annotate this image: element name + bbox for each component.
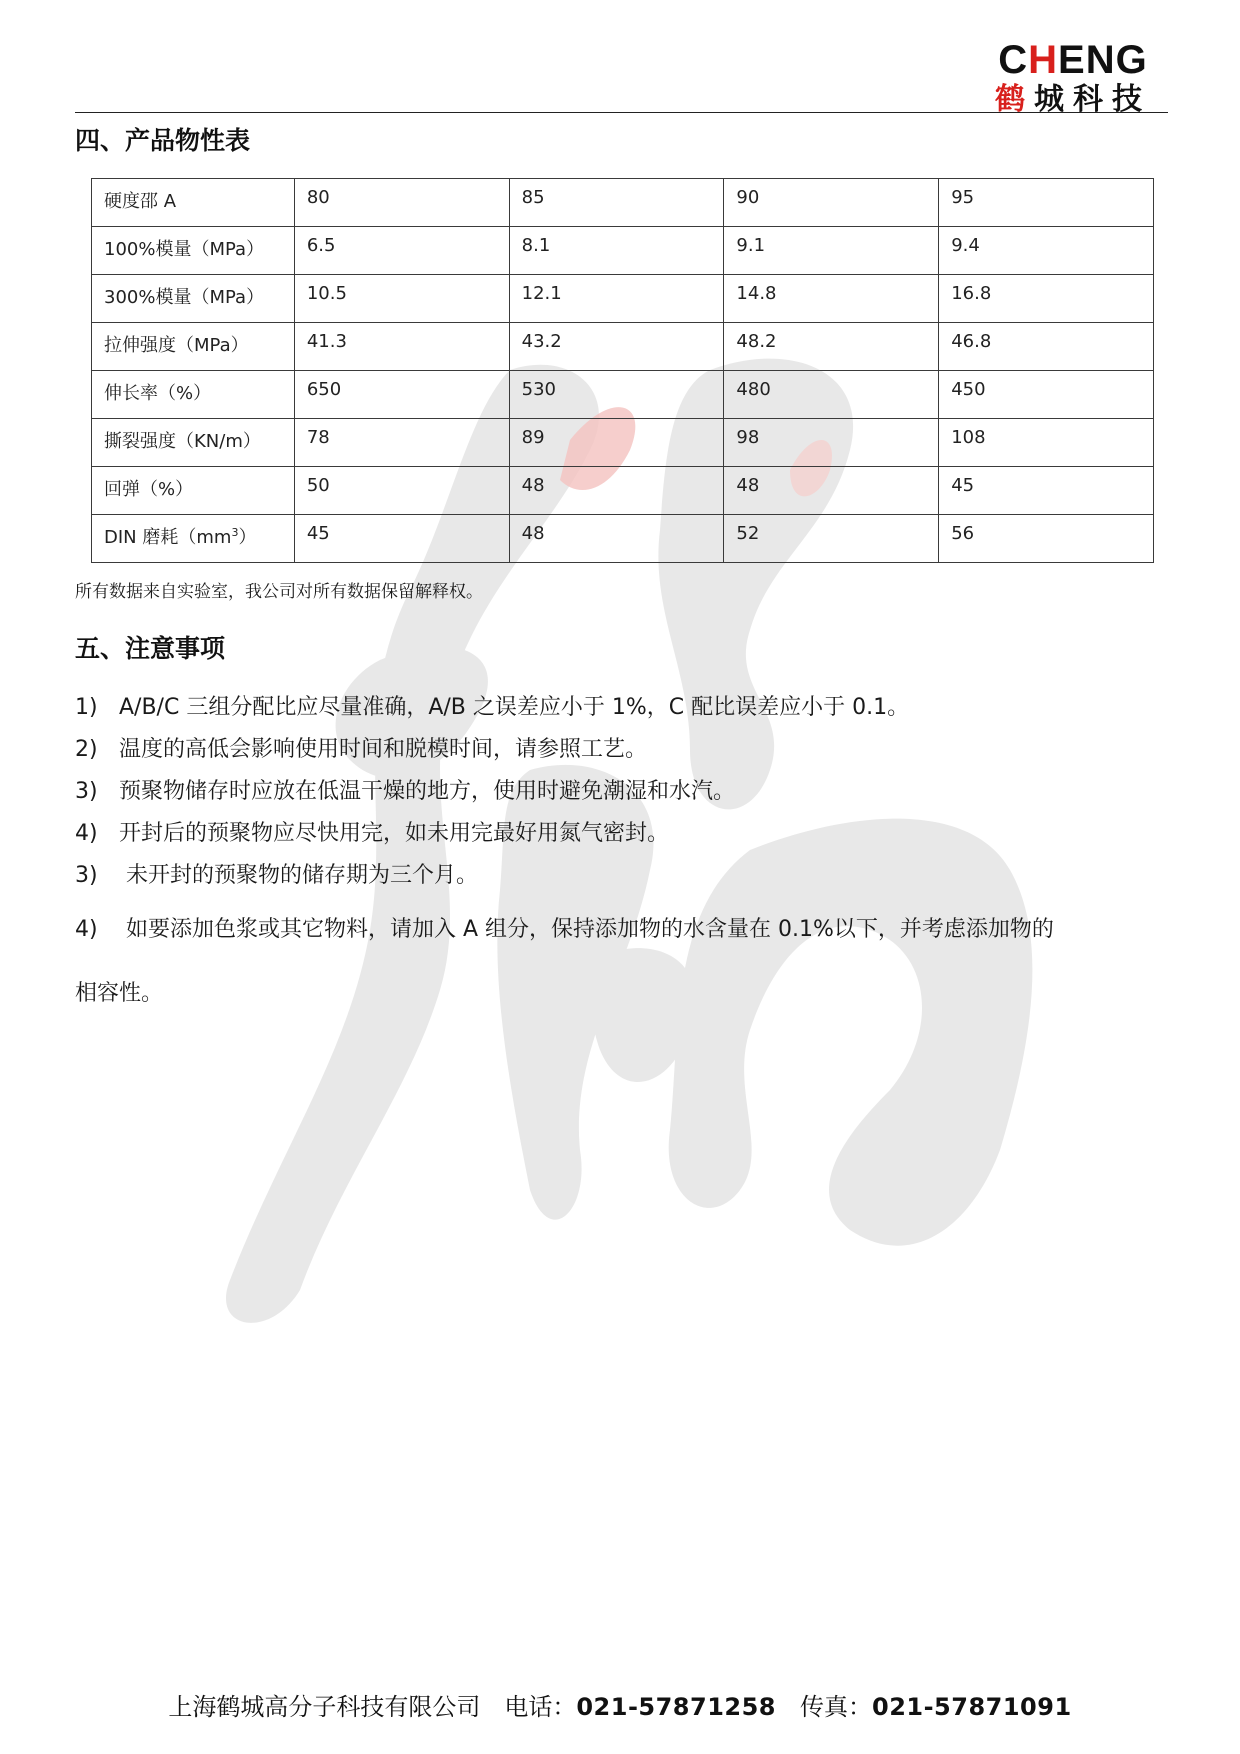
notes-section-title: 五、注意事项 <box>75 634 226 663</box>
cell-value: 12.1 <box>509 275 724 323</box>
table-row <box>92 515 1154 563</box>
table-row <box>92 275 1154 323</box>
logo-chinese: 鹤城科技 <box>995 82 1151 117</box>
cell-value: 45 <box>294 515 509 563</box>
cell-value: 95 <box>939 179 1154 227</box>
table-row <box>92 467 1154 515</box>
page-footer <box>0 1687 1240 1722</box>
cell-value: 48 <box>724 467 939 515</box>
cell-value: 45 <box>939 467 1154 515</box>
cell-value: 16.8 <box>939 275 1154 323</box>
footer-phone-label: 电话： <box>504 1693 577 1721</box>
cell-value: 480 <box>724 371 939 419</box>
list-item-continuation: 相容性。 <box>75 981 164 1006</box>
cell-value: 56 <box>939 515 1154 563</box>
footer-company: 上海鹤城高分子科技有限公司 <box>168 1693 481 1721</box>
cell-value: 48.2 <box>724 323 939 371</box>
table-row <box>92 179 1154 227</box>
row-label: 撕裂强度（KN/m） <box>92 419 295 467</box>
row-label: 100%模量（MPa） <box>92 227 295 275</box>
footer-phone: 021-57871258 <box>576 1693 776 1721</box>
cell-value: 9.4 <box>939 227 1154 275</box>
cell-value: 9.1 <box>724 227 939 275</box>
cell-value: 85 <box>509 179 724 227</box>
cell-value: 78 <box>294 419 509 467</box>
list-item: 3) 预聚物储存时应放在低温干燥的地方，使用时避免潮湿和水汽。 <box>75 779 736 804</box>
cell-value: 650 <box>294 371 509 419</box>
row-label: 拉伸强度（MPa） <box>92 323 295 371</box>
cell-value: 43.2 <box>509 323 724 371</box>
row-label: DIN 磨耗$(mm^3)$ <box>92 515 295 563</box>
properties-table <box>91 178 1154 563</box>
list-item: 3) 未开封的预聚物的储存期为三个月。 <box>75 863 478 888</box>
cell-value: 50 <box>294 467 509 515</box>
cell-value: 48 <box>509 515 724 563</box>
table-footnote: 所有数据来自实验室，我公司对所有数据保留解释权。 <box>75 582 483 602</box>
list-item: 4) 开封后的预聚物应尽快用完，如未用完最好用氮气密封。 <box>75 821 670 846</box>
table-row <box>92 227 1154 275</box>
properties-section-title: 四、产品物性表 <box>75 126 251 155</box>
cell-value: 98 <box>724 419 939 467</box>
cell-value: 530 <box>509 371 724 419</box>
cell-value: 8.1 <box>509 227 724 275</box>
cell-value: 10.5 <box>294 275 509 323</box>
row-label: 硬度邵 A <box>92 179 295 227</box>
cell-value: 90 <box>724 179 939 227</box>
row-label: 回弹（%） <box>92 467 295 515</box>
cell-value: 6.5 <box>294 227 509 275</box>
cell-value: 41.3 <box>294 323 509 371</box>
list-item: 2) 温度的高低会影响使用时间和脱模时间，请参照工艺。 <box>75 737 648 762</box>
row-label: 伸长率（%） <box>92 371 295 419</box>
cell-value: 14.8 <box>724 275 939 323</box>
cell-value: 80 <box>294 179 509 227</box>
company-logo <box>978 40 1168 118</box>
table-row <box>92 323 1154 371</box>
table-row <box>92 371 1154 419</box>
footer-fax-label: 传真： <box>800 1693 872 1721</box>
cell-value: 46.8 <box>939 323 1154 371</box>
table-row <box>92 419 1154 467</box>
list-item: 4) 如要添加色浆或其它物料，请加入 A 组分，保持添加物的水含量在 0.1%以下，并考虑添加物的 <box>75 917 1054 942</box>
list-item: 1) A/B/C 三组分配比应尽量准确，A/B 之误差应小于 1%，C 配比误差应小于 0.1。 <box>75 695 910 720</box>
row-label: 300%模量（MPa） <box>92 275 295 323</box>
cell-value: 108 <box>939 419 1154 467</box>
cell-value: 450 <box>939 371 1154 419</box>
cell-value: 48 <box>509 467 724 515</box>
header-divider <box>75 112 1168 113</box>
cell-value: 52 <box>724 515 939 563</box>
logo-english: CHENG <box>998 38 1148 82</box>
cell-value: 89 <box>509 419 724 467</box>
footer-fax: 021-57871091 <box>872 1693 1072 1721</box>
